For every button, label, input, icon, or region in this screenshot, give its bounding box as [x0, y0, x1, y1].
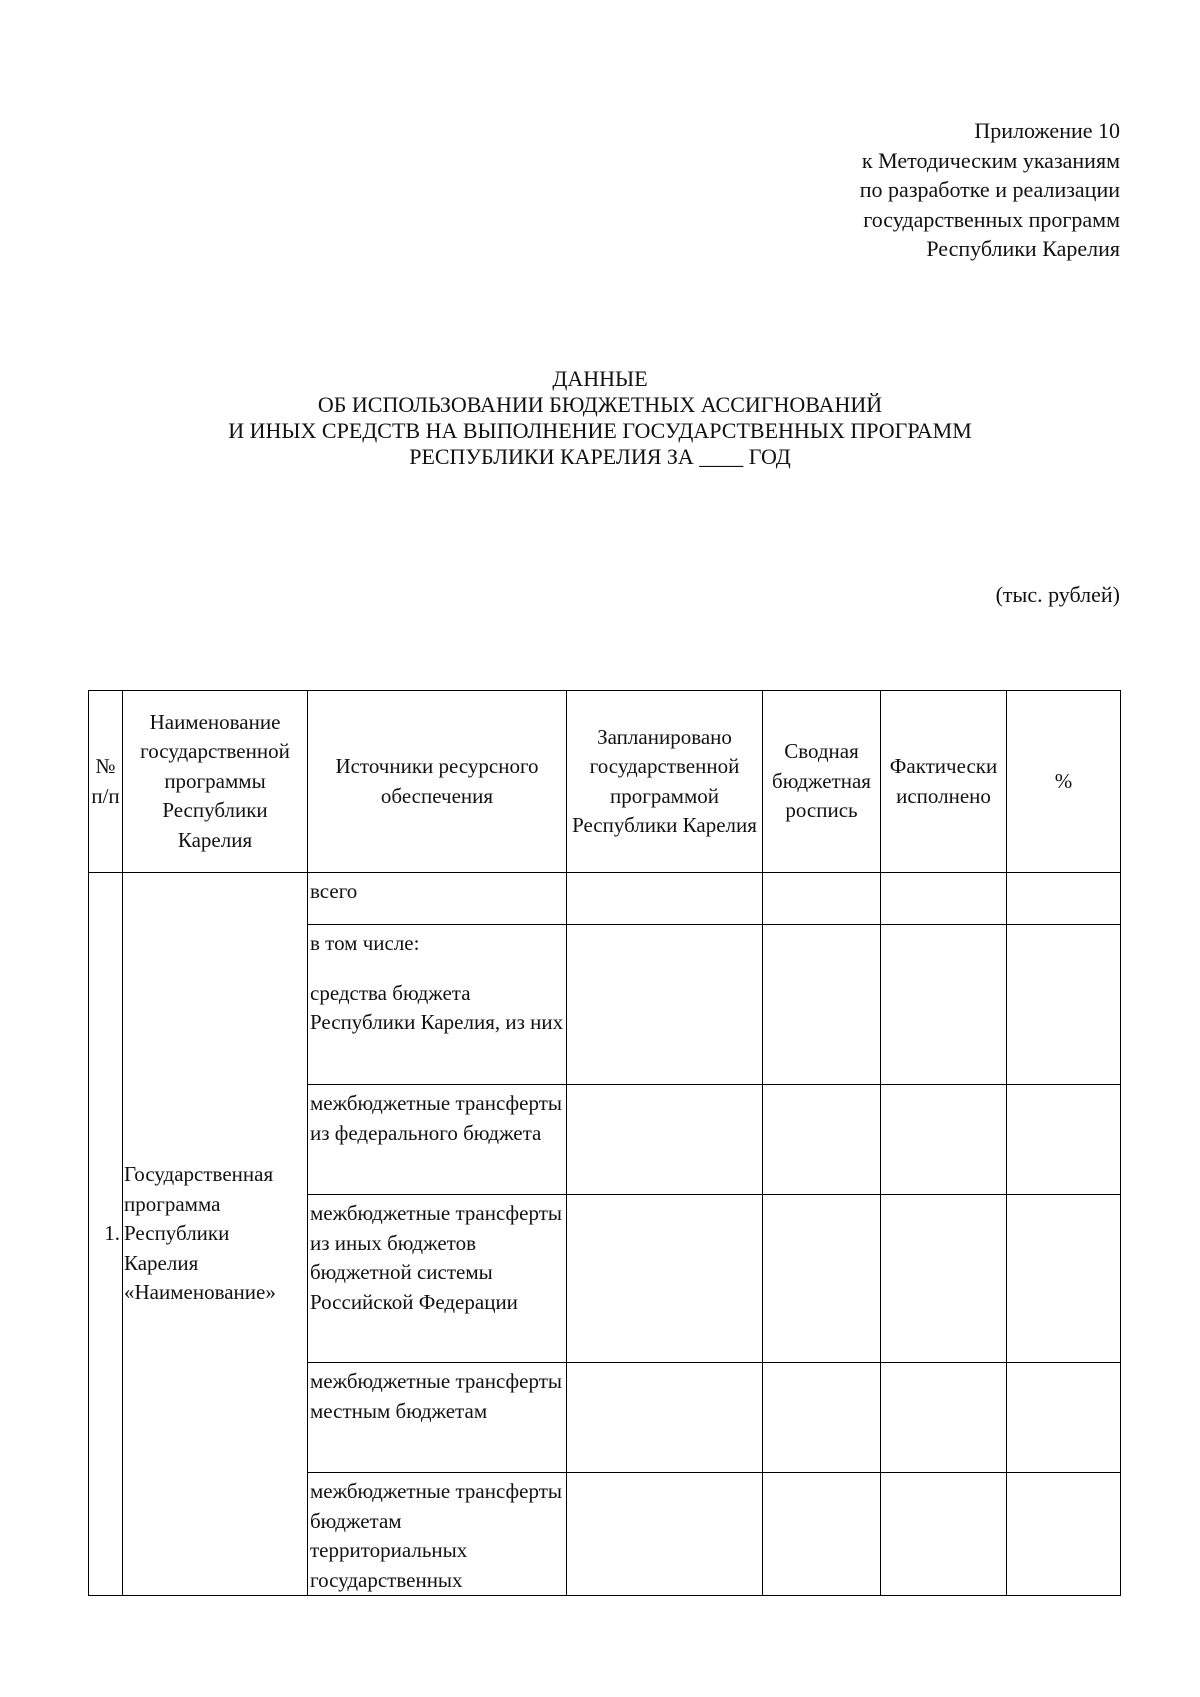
- actual-cell[interactable]: [881, 1085, 1007, 1195]
- source-subheading: в том числе:: [310, 931, 420, 955]
- header-row: [89, 691, 1121, 873]
- appendix-line: к Методическим указаниям: [861, 147, 1120, 173]
- percent-cell[interactable]: [1007, 1473, 1121, 1596]
- table-row: [89, 873, 1121, 925]
- schedule-cell[interactable]: [763, 873, 881, 925]
- schedule-cell[interactable]: [763, 925, 881, 1085]
- source-cell: межбюджетные трансферты бюджетам территориальных государственных: [308, 1473, 567, 1596]
- header-percent: %: [1007, 691, 1121, 873]
- actual-cell[interactable]: [881, 1195, 1007, 1363]
- header-planned: Запланировано государственной программой Республики Карелия: [567, 691, 763, 873]
- source-text: средства бюджета Республики Карелия, из них: [310, 980, 564, 1034]
- schedule-cell[interactable]: [763, 1085, 881, 1195]
- header-sources: Источники ресурсного обеспечения: [308, 691, 567, 873]
- source-cell: [308, 925, 567, 1085]
- planned-cell[interactable]: [567, 1473, 763, 1596]
- appendix-line: по разработке и реализации: [859, 177, 1120, 202]
- percent-cell[interactable]: [1007, 1195, 1121, 1363]
- percent-cell[interactable]: [1007, 873, 1121, 925]
- actual-cell[interactable]: [881, 1473, 1007, 1596]
- appendix-note: [860, 116, 1120, 264]
- source-cell: межбюджетные трансферты из иных бюджетов бюджетной системы Российской Федерации: [308, 1195, 567, 1363]
- document-title: [0, 366, 1200, 470]
- appendix-line: государственных программ: [863, 206, 1120, 232]
- header-program-name: Наименование государственной программы Республики Карелия: [123, 691, 308, 873]
- units-label: (тыс. рублей): [995, 582, 1120, 607]
- header-budget-schedule: Сводная бюджетная роспись: [763, 691, 881, 873]
- planned-cell[interactable]: [567, 1085, 763, 1195]
- title-line: И ИНЫХ СРЕДСТВ НА ВЫПОЛНЕНИЕ ГОСУДАРСТВЕННЫХ ПРОГРАММ: [228, 418, 972, 443]
- schedule-cell[interactable]: [763, 1195, 881, 1363]
- planned-cell[interactable]: [567, 873, 763, 925]
- actual-cell[interactable]: [881, 873, 1007, 925]
- percent-cell[interactable]: [1007, 1085, 1121, 1195]
- schedule-cell[interactable]: [763, 1363, 881, 1473]
- source-cell: межбюджетные трансферты из федерального бюджета: [308, 1085, 567, 1195]
- title-line: РЕСПУБЛИКИ КАРЕЛИЯ ЗА ____ ГОД: [409, 444, 791, 469]
- source-cell: межбюджетные трансферты местным бюджетам: [308, 1363, 567, 1473]
- header-actual: Фактически исполнено: [881, 691, 1007, 873]
- planned-cell[interactable]: [567, 1363, 763, 1473]
- header-number: № п/п: [89, 691, 123, 873]
- percent-cell[interactable]: [1007, 925, 1121, 1085]
- title-line: ДАННЫЕ: [552, 366, 648, 391]
- program-name-cell: Государственная программа Республики Карелия «Наименование»: [123, 873, 308, 1596]
- actual-cell[interactable]: [881, 1363, 1007, 1473]
- appendix-line: Республики Карелия: [926, 236, 1120, 261]
- title-line: ОБ ИСПОЛЬЗОВАНИИ БЮДЖЕТНЫХ АССИГНОВАНИЙ: [317, 392, 883, 417]
- appendix-line: Приложение 10: [974, 118, 1120, 143]
- actual-cell[interactable]: [881, 925, 1007, 1085]
- percent-cell[interactable]: [1007, 1363, 1121, 1473]
- budget-table: [88, 690, 1121, 1596]
- planned-cell[interactable]: [567, 1195, 763, 1363]
- schedule-cell[interactable]: [763, 1473, 881, 1596]
- planned-cell[interactable]: [567, 925, 763, 1085]
- source-cell: всего: [308, 873, 567, 925]
- row-number: 1.: [89, 873, 123, 1596]
